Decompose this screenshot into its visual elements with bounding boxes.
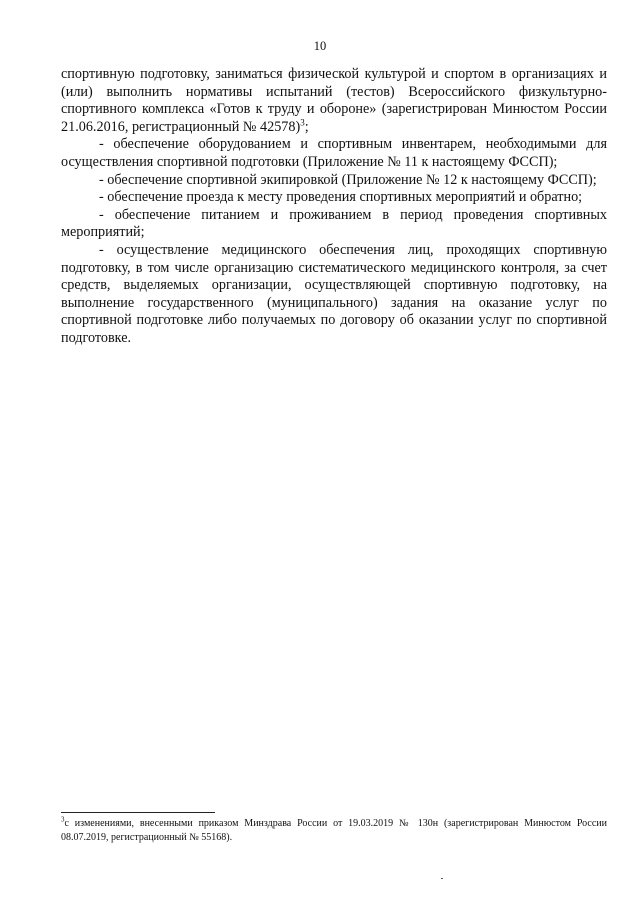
page-number: 10	[313, 39, 327, 53]
footnote-reference[interactable]: 3	[300, 117, 305, 128]
list-item-outfit: - обеспечение спортивной экипировкой (Приложение № 12 к настоящему ФССП);	[99, 171, 597, 188]
list-item-medical: - осуществление медицинского обеспечения лиц, проходящих спортивную подготовку, в том числе организацию систематического медицинского контроля, за счет средств, выделяемых организации, осуществляющей спортивную подготовку, на выполнение государственного (муниципального) задания на оказание услуг по спортивной подготовке либо получаемых по договору об оказании услуг по спортивной подготовке.	[61, 241, 607, 346]
list-item-food-lodging: - обеспечение питанием и проживанием в период проведения спортивных мероприятий;	[61, 206, 607, 241]
body-text	[61, 66, 607, 348]
paragraph-continuation	[61, 66, 607, 136]
footnote-marker: 3	[61, 815, 65, 824]
list-item-travel: - обеспечение проезда к месту проведения спортивных мероприятий и обратно;	[99, 189, 583, 206]
footnote-separator	[61, 812, 215, 813]
paragraph-text: спортивную подготовку, заниматься физической культурой и спортом в организациях и (или) выполнить нормативы испытаний (тестов) Всероссийского физкультурно-спортивного комплекса «Готов к труду и обороне» (зарегистрирован Минюстом России 21.06.2016, регистрационный № 42578)	[61, 66, 607, 135]
footnote	[61, 817, 607, 845]
list-item-equipment: - обеспечение оборудованием и спортивным инвентарем, необходимыми для осуществления спортивной подготовки (Приложение № 11 к настоящему ФССП);	[61, 136, 607, 170]
footnote-text: с изменениями, внесенными приказом Минздрава России от 19.03.2019 № 130н (зарегистрирован Минюстом России 08.07.2019, регистрационный № 55168).	[61, 818, 607, 843]
paragraph-end-punct: ;	[304, 118, 309, 135]
scan-speck	[441, 878, 443, 879]
